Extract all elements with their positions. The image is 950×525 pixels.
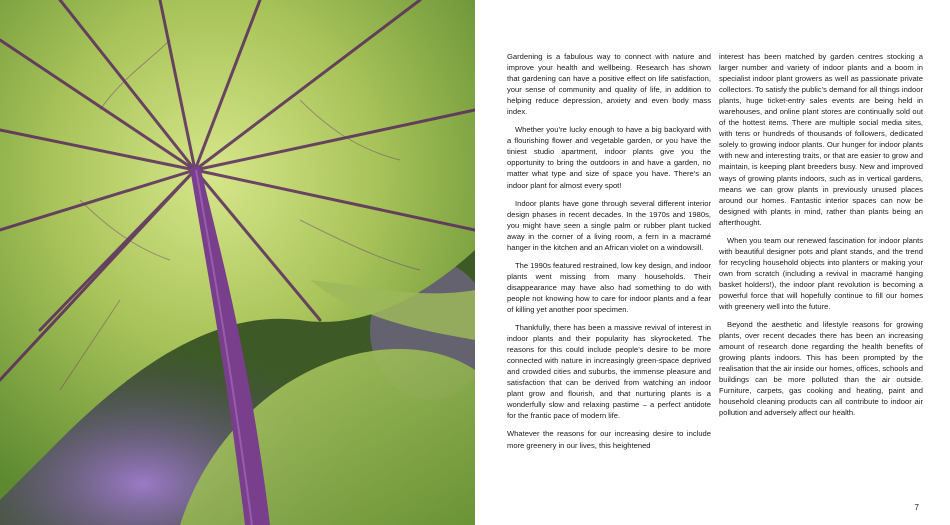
text-column-left <box>507 51 711 458</box>
paragraph: Beyond the aesthetic and lifestyle reasons for growing plants, over recent decades there has been an increasing amount of research done regarding the health benefits of growing plants indoors. This has been prompted by the realisation that the air inside our homes, offices, schools and buildings can be more polluted than the air outside. Furniture, carpets, gas cooking and heating, paint and household cleaning products can all contribute to indoor air pollution and adversely affect our health. <box>719 320 923 418</box>
paragraph: Whatever the reasons for our increasing desire to include more greenery in our lives, this heightened <box>507 429 711 450</box>
text-page <box>475 0 950 525</box>
paragraph: Whether you’re lucky enough to have a big backyard with a flourishing flower and vegetable garden, or you have the tiniest studio apartment, indoor plants give you the opportunity to bring the outdoors in and have a garden, no matter what type and size of space you have. There’s an indoor plant for almost every spot! <box>507 125 711 190</box>
paragraph: Indoor plants have gone through several different interior design phases in recent decades. In the 1970s and 1980s, you might have seen a single palm or rubber plant tucked away in the corner of a living room, a fern in a macramé hanger in the kitchen and an African violet on a windowsill. <box>507 198 711 252</box>
paragraph: interest has been matched by garden centres stocking a larger number and variety of indoor plants and a boom in specialist indoor plant growers as well as passionate private collectors. To satisfy the public’s demand for all things indoor plants, huge ticket-entry sales events are being held in warehouses, and online plant stores are continually sold out of the hottest items. There are multiple social media sites, with tens or hundreds of thousands of followers, dedicated solely to growing indoor plants. Our hunger for indoor plants with new and interesting traits, or that are easier to grow and maintain, is keeping plant breeders busy. New and improved ways of growing plants indoors, such as in vertical gardens, means we can grow plants in previously unused places around our homes. Fantastic interior spaces can now be designed with plants in mind, rather than plants being an afterthought. <box>719 52 923 227</box>
paragraph: Gardening is a fabulous way to connect with nature and improve your health and wellbeing. Research has shown that gardening can have a positive effect on life satisfaction, your sense of community and quality of life, in addition to helping reduce depression, anxiety and even body mass index. <box>507 52 711 117</box>
paragraph: The 1990s featured restrained, low key design, and indoor plants went missing from many households. Their disappearance may have also had something to do with people not knowing how to care for indoor plants and a fear of killing yet another poor specimen. <box>507 260 711 314</box>
text-column-right <box>719 51 923 426</box>
paragraph: Thankfully, there has been a massive revival of interest in indoor plants and their popularity has skyrocketed. The reasons for this could include people’s desire to be more connected with nature in increasingly green-space deprived and crowded cities and suburbs, the immense pleasure and satisfaction that can be derived from watching an indoor plant grow and flourish, and that nurturing plants is a wonderfully slow and relaxing pastime – a perfect antidote for the frantic pace of modern life. <box>507 323 711 421</box>
paragraph: When you team our renewed fascination for indoor plants with beautiful designer pots and plant stands, and the trend for recycling household objects into planters or making your own from scratch (including a revival in macramé hanging basket holders!), the indoor plant revolution is becoming a powerful force that will hopefully continue to fill our homes with greenery well into the future. <box>719 235 923 312</box>
page-number: 7 <box>914 503 919 512</box>
